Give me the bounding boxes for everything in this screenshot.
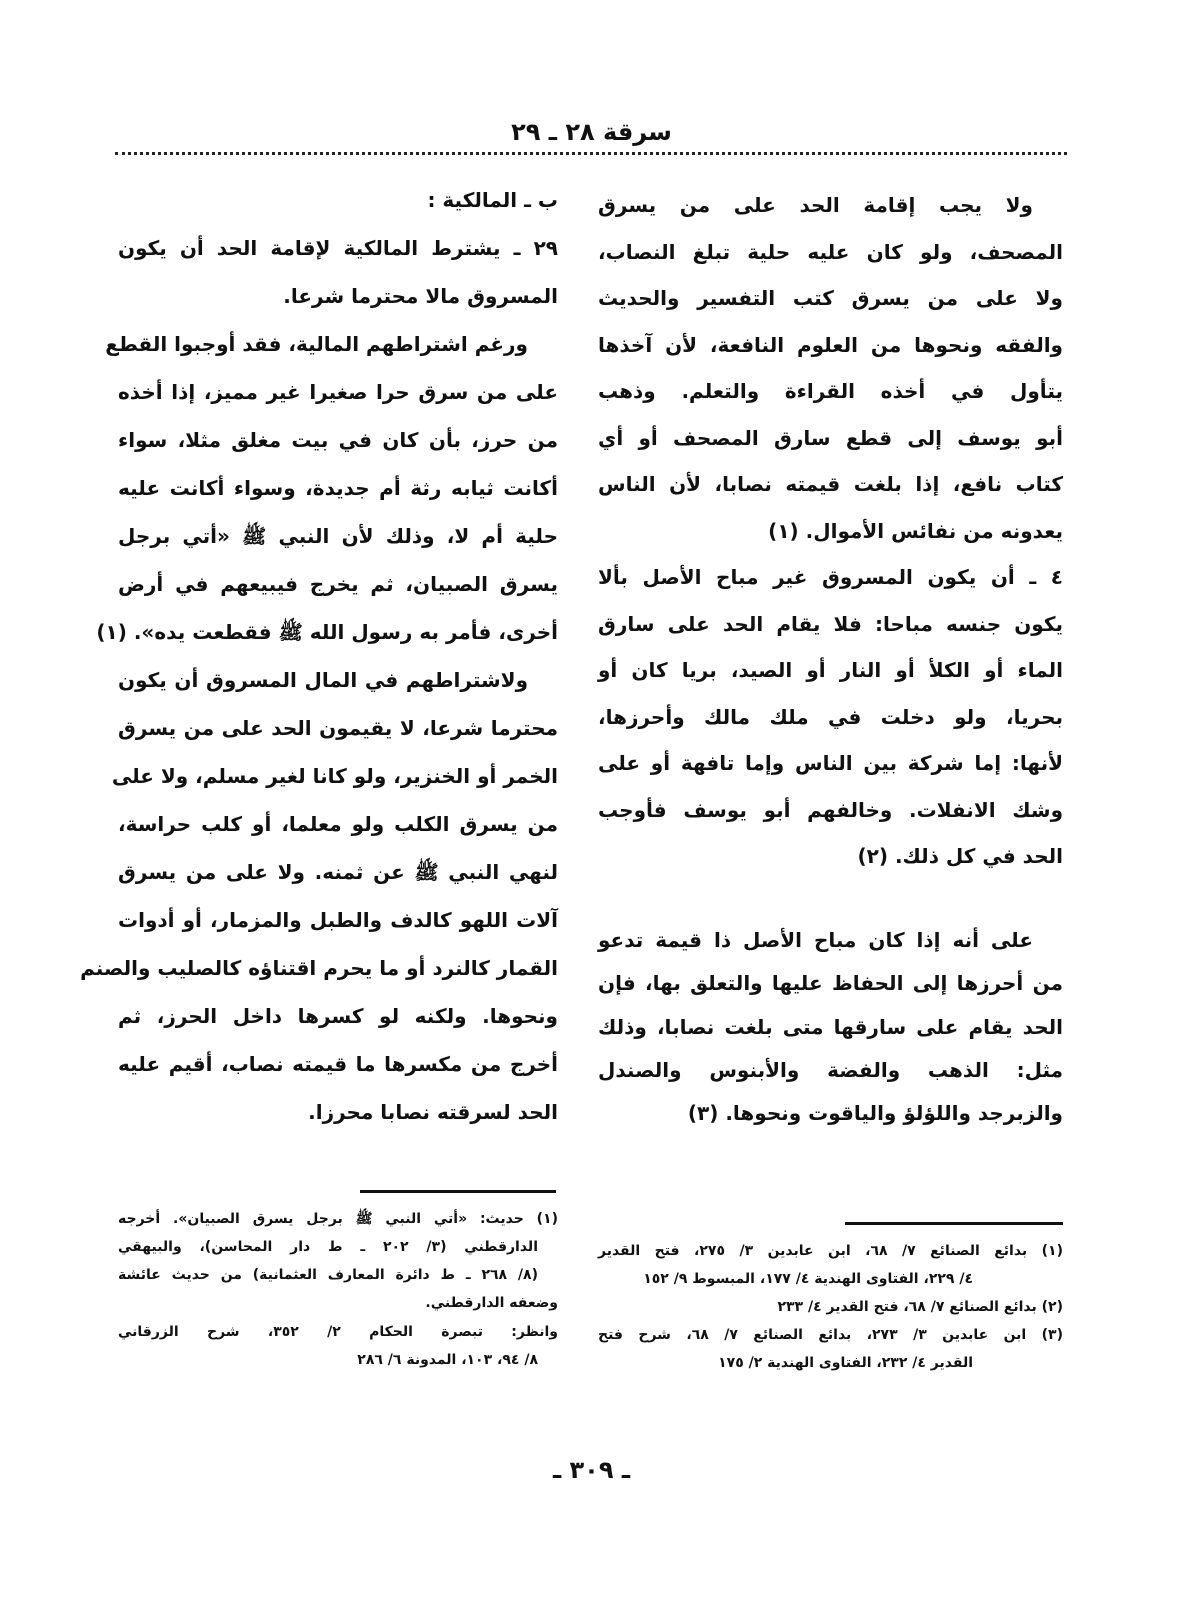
text-line: ولا يجب إقامة الحد على من يسرق <box>598 193 1033 217</box>
text-line: حلية أم لا، وذلك لأن النبي ﷺ «أتي برجل <box>118 524 558 548</box>
text-line: الحد لسرقته نصابا محرزا. <box>308 1100 558 1124</box>
text-line: يكون جنسه مباحا: فلا يقام الحد على سارق <box>598 611 1063 636</box>
footnote-line: (٣) ابن عابدين ٣/ ٢٧٣، بدائع الصنائع ٧/ ٦٨، شرح فتح <box>598 1327 1063 1343</box>
text-line: ب ـ المالكية : <box>427 188 558 212</box>
text-line: ولا على من يسرق كتب التفسير والحديث <box>598 286 1063 310</box>
text-line: على من سرق حرا صغيرا غير مميز، إذا أخذه <box>118 380 558 404</box>
footnote-line: وضعفه الدارقطني. <box>425 1295 558 1311</box>
text-line: لنهي النبي ﷺ عن ثمنه. ولا على من يسرق <box>118 860 558 884</box>
text-line: أخرى، فأمر به رسول الله ﷺ فقطعت يده». (١) <box>96 620 558 644</box>
footnote-line: ٤/ ٢٢٩، الفتاوى الهندية ٤/ ١٧٧، المبسوط ٩/ ١٥٢ <box>643 1271 973 1287</box>
text-line: يسرق الصبيان، ثم يخرج فيبيعهم في أرض <box>118 572 558 596</box>
text-line: الحد في كل ذلك. (٢) <box>857 844 1063 868</box>
header-dotted-divider <box>115 152 1067 155</box>
text-line: والفقه ونحوها من العلوم النافعة، لأن آخذها <box>598 332 1063 357</box>
text-line: على أنه إذا كان مباح الأصل ذا قيمة تدعو <box>598 928 1033 952</box>
footnote-line: (١) بدائع الصنائع ٧/ ٦٨، ابن عابدين ٣/ ٢٧٥، فتح القدير <box>598 1243 1063 1259</box>
footnote-line: (١) حديث: «أتي النبي ﷺ برجل يسرق الصبيان». أخرجه <box>118 1211 558 1227</box>
text-line: الحد يقام على سارقها متى بلغت نصابا، وذلك <box>598 1015 1063 1039</box>
footnote-line: ٨/ ٩٤، ١٠٣، المدونة ٦/ ٢٨٦ <box>357 1352 538 1368</box>
footnote-line: القدير ٤/ ٢٣٢، الفتاوى الهندية ٢/ ١٧٥ <box>718 1355 973 1371</box>
text-line: والزبرجد واللؤلؤ والياقوت ونحوها. (٣) <box>687 1101 1063 1125</box>
text-line: أخرج من مكسرها ما قيمته نصاب، أقيم عليه <box>118 1052 558 1076</box>
running-header: سرقة ٢٨ ـ ٢٩ <box>511 118 672 146</box>
text-line: ورغم اشتراطهم المالية، فقد أوجبوا القطع <box>105 332 528 356</box>
text-line: المصحف، ولو كان عليه حلية تبلغ النصاب، <box>598 239 1063 264</box>
text-line: من أحرزها إلى الحفاظ عليها والتعلق بها، فإن <box>598 971 1063 995</box>
footnote-line: (٨/ ٢٦٨ ـ ط دائرة المعارف العثمانية) من حديث عائشة <box>118 1267 538 1283</box>
text-line: لأنها: إما شركة بين الناس وإما تافهة أو على <box>598 751 1063 775</box>
text-line: المسروق مالا محترما شرعا. <box>283 284 558 308</box>
text-line: ٤ ـ أن يكون المسروق غير مباح الأصل بألا <box>598 565 1063 589</box>
text-line: ولاشتراطهم في المال المسروق أن يكون <box>118 668 528 692</box>
page-number: ـ ٣٠٩ ـ <box>552 1456 631 1484</box>
text-line: من حرز، بأن كان في بيت مغلق مثلا، سواء <box>118 428 558 452</box>
footnote-line: وانظر: تبصرة الحكام ٢/ ٣٥٢، شرح الزرقاني <box>118 1324 558 1340</box>
left-footnote-divider <box>360 1190 556 1193</box>
text-line: مثل: الذهب والفضة والأبنوس والصندل <box>598 1058 1063 1082</box>
text-line: يتأول في أخذه القراءة والتعلم. وذهب <box>598 379 1063 403</box>
footnote-line: الدارقطني (٣/ ٢٠٢ ـ ط دار المحاسن)، والبيهقي <box>118 1239 538 1255</box>
text-line: محترما شرعا، لا يقيمون الحد على من يسرق <box>118 716 558 740</box>
text-line: أكانت ثيابه رثة أم جديدة، وسواء أكانت عليه <box>118 476 558 500</box>
text-line: يعدونه من نفائس الأموال. (١) <box>768 518 1063 543</box>
text-line: من يسرق الكلب ولو معلما، أو كلب حراسة، <box>118 812 558 836</box>
text-line: آلات اللهو كالدف والطبل والمزمار، أو أدوات <box>118 908 558 932</box>
right-footnote-divider <box>845 1222 1063 1225</box>
text-line: الخمر أو الخنزير، ولو كانا لغير مسلم، ولا على <box>111 764 558 788</box>
text-line: القمار كالنرد أو ما يحرم اقتناؤه كالصليب والصنم <box>80 956 558 980</box>
text-line: بحريا، ولو دخلت في ملك مالك وأحرزها، <box>598 704 1063 729</box>
text-line: كتاب نافع، إذا بلغت قيمته نصابا، لأن الناس <box>598 472 1063 496</box>
text-line: أبو يوسف إلى قطع سارق المصحف أو أي <box>598 425 1063 450</box>
text-line: ٢٩ ـ يشترط المالكية لإقامة الحد أن يكون <box>118 236 558 260</box>
text-line: الماء أو الكلأ أو النار أو الصيد، بريا كان أو <box>598 658 1063 682</box>
text-line: ونحوها. ولكنه لو كسرها داخل الحرز، ثم <box>118 1004 558 1028</box>
text-line: وشك الانفلات. وخالفهم أبو يوسف فأوجب <box>598 797 1063 822</box>
footnote-line: (٢) بدائع الصنائع ٧/ ٦٨، فتح القدير ٤/ ٢٣٣ <box>777 1299 1063 1315</box>
